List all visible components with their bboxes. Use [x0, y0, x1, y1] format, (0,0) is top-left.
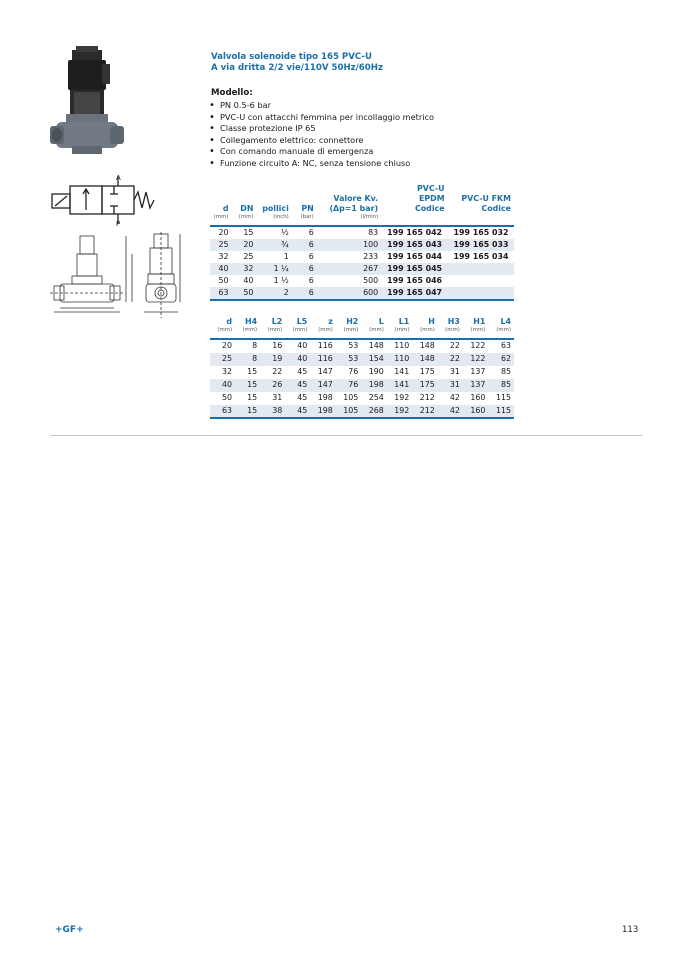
table-cell: 1 ¼ [273, 264, 289, 273]
table-cell: 83 [368, 228, 379, 237]
table-row [210, 339, 514, 353]
units-row [210, 327, 514, 339]
table-cell: 141 [394, 366, 410, 376]
table-cell: 6 [308, 240, 314, 249]
table-cell: 15 [247, 379, 258, 389]
table-cell: 212 [419, 392, 435, 402]
table-cell: 500 [363, 276, 379, 285]
table-cell: 53 [348, 341, 359, 350]
header-pn: PN [301, 204, 314, 213]
model-bullet-list [209, 100, 434, 170]
solenoid-valve-photo [48, 46, 128, 162]
table-cell: 148 [419, 353, 435, 363]
specs-table [210, 184, 514, 301]
table-cell: 105 [343, 392, 359, 402]
header-cell: L4 [500, 317, 511, 326]
header-cell: L1 [398, 317, 410, 326]
dimensions-table-body [210, 339, 514, 418]
table-cell: 8 [252, 353, 258, 363]
header-cell: H1 [473, 317, 486, 326]
table-cell: 20 [243, 240, 254, 249]
code-cell: 199 165 032 [453, 228, 509, 237]
unit-cell: (mm) [292, 327, 308, 333]
table-cell: 63 [218, 288, 229, 297]
table-cell: ¾ [281, 240, 289, 249]
table-cell: 254 [368, 392, 384, 402]
table-cell: 40 [297, 353, 308, 363]
table-row [210, 226, 514, 239]
table-cell: 85 [500, 379, 511, 389]
table-cell: 147 [317, 379, 333, 389]
header-epdm-code: PVC-U EPDM Codice [414, 184, 445, 213]
table-cell: 267 [363, 264, 379, 273]
table-cell: 45 [297, 405, 308, 415]
table-row [210, 392, 514, 405]
table-cell: 50 [222, 392, 233, 402]
table-row [210, 287, 514, 300]
table-cell: 25 [218, 240, 229, 249]
table-cell: 1 [283, 252, 289, 261]
table-cell: 141 [394, 379, 410, 389]
dimension-drawings [44, 232, 188, 320]
table-cell: 148 [368, 341, 384, 350]
header-cell: H2 [346, 317, 359, 326]
table-cell: 15 [247, 392, 258, 402]
table-cell: 32 [243, 264, 254, 273]
table-cell: 160 [470, 392, 486, 402]
table-cell: 175 [419, 366, 435, 376]
table-cell: 31 [449, 379, 460, 389]
table-cell: 40 [297, 341, 308, 350]
code-cell: 199 165 042 [387, 228, 443, 237]
unit-cell: (mm) [242, 327, 258, 333]
table-row [210, 251, 514, 263]
table-cell: 212 [419, 405, 435, 415]
table-cell: 160 [470, 405, 486, 415]
code-cell: 199 165 044 [387, 252, 443, 261]
unit-cell: (mm) [470, 327, 486, 333]
table-cell: ½ [281, 228, 289, 237]
model-heading: Modello: [211, 88, 253, 98]
table-cell: 175 [419, 379, 435, 389]
table-cell: 147 [317, 366, 333, 376]
bullet-item: • Collegamento elettrico: connettore [209, 135, 434, 147]
unit-cell: (mm) [445, 327, 460, 333]
unit-cell: (mm) [496, 327, 511, 333]
table-cell: 15 [247, 366, 258, 376]
bullet-item: • PVC-U con attacchi femmina per incollaggio metrico [209, 112, 434, 124]
table-cell: 19 [272, 353, 283, 363]
table-cell: 20 [218, 228, 229, 237]
table-cell: 63 [222, 405, 233, 415]
table-cell: 40 [218, 264, 229, 273]
title-line-1: Valvola solenoide tipo 165 PVC-U [211, 52, 372, 62]
table-cell: 53 [348, 353, 359, 363]
table-cell: 85 [500, 366, 511, 376]
table-cell: 192 [394, 405, 410, 415]
table-cell: 154 [368, 353, 384, 363]
table-cell: 45 [297, 392, 308, 402]
table-cell: 25 [222, 353, 233, 363]
unit-cell: (inch) [273, 214, 289, 220]
table-cell: 25 [243, 252, 254, 261]
table-cell: 15 [243, 228, 254, 237]
table-cell: 110 [394, 353, 410, 363]
header-cell: d [226, 317, 233, 326]
table-cell: 198 [368, 379, 384, 389]
table-row [210, 239, 514, 251]
table-row [210, 366, 514, 379]
table-cell: 116 [317, 353, 333, 363]
unit-cell: (mm) [238, 214, 254, 220]
header-row [210, 315, 514, 327]
header-kv: Valore Kv. (Δp=1 bar) [329, 194, 379, 213]
code-cell [448, 263, 514, 275]
table-cell: 148 [419, 341, 435, 350]
table-cell: 50 [243, 288, 254, 297]
dimensions-table [210, 315, 514, 419]
bullet-item: • PN 0.5-6 bar [209, 100, 434, 112]
code-cell: 199 165 033 [453, 240, 509, 249]
table-cell: 6 [308, 228, 314, 237]
table-cell: 100 [363, 240, 379, 249]
table-cell: 26 [272, 379, 283, 389]
header-pollici: pollici [262, 204, 289, 213]
table-cell: 115 [495, 405, 511, 415]
circuit-symbol-diagram [44, 172, 164, 228]
table-cell: 45 [297, 379, 308, 389]
header-cell: L [378, 317, 384, 326]
code-cell [448, 287, 514, 300]
table-cell: 600 [363, 288, 379, 297]
unit-cell [381, 214, 447, 226]
table-row [210, 405, 514, 419]
code-cell: 199 165 043 [387, 240, 443, 249]
table-cell: 192 [394, 392, 410, 402]
table-cell: 63 [500, 341, 511, 350]
header-fkm-code: PVC-U FKM Codice [461, 194, 511, 213]
table-cell: 38 [272, 405, 283, 415]
header-cell: z [328, 317, 333, 326]
unit-cell [448, 214, 514, 226]
header-cell: H [428, 317, 435, 326]
table-cell: 116 [317, 341, 333, 350]
table-cell: 233 [363, 252, 379, 261]
table-cell: 137 [470, 366, 486, 376]
table-cell: 122 [470, 341, 486, 350]
bullet-item: • Funzione circuito A: NC, senza tensione chiuso [209, 158, 434, 170]
unit-cell: (mm) [267, 327, 283, 333]
port-p-label: P [116, 220, 121, 228]
table-row [210, 263, 514, 275]
table-cell: 16 [272, 341, 283, 350]
code-cell [448, 275, 514, 287]
header-cell: L2 [271, 317, 283, 326]
bullet-item: • Con comando manuale di emergenza [209, 146, 434, 158]
header-cell: L5 [296, 317, 308, 326]
table-cell: 22 [272, 366, 283, 376]
table-row [210, 353, 514, 366]
table-cell: 115 [495, 392, 511, 402]
code-cell: 199 165 047 [387, 288, 443, 297]
unit-cell: (mm) [394, 327, 410, 333]
unit-cell: (mm) [369, 327, 384, 333]
page-number: 113 [622, 925, 639, 935]
table-cell: 31 [272, 392, 283, 402]
table-cell: 268 [368, 405, 384, 415]
table-cell: 22 [449, 341, 460, 350]
specs-table-body [210, 226, 514, 300]
table-cell: 42 [449, 392, 460, 402]
table-row [210, 379, 514, 392]
table-cell: 32 [222, 366, 233, 376]
table-row [210, 275, 514, 287]
header-cell: H3 [447, 317, 460, 326]
table-cell: 15 [247, 405, 258, 415]
table-cell: 6 [308, 276, 314, 285]
table-cell: 32 [218, 252, 229, 261]
table-cell: 42 [449, 405, 460, 415]
header-dn: DN [240, 204, 254, 213]
bullet-item: • Classe protezione IP 65 [209, 123, 434, 135]
table-cell: 6 [308, 264, 314, 273]
product-title [211, 52, 383, 74]
unit-cell: (l/min) [360, 214, 379, 220]
code-cell: 199 165 046 [387, 276, 443, 285]
units-row [210, 214, 514, 226]
table-cell: 8 [252, 341, 258, 350]
table-cell: 6 [308, 288, 314, 297]
table-cell: 45 [297, 366, 308, 376]
table-cell: 6 [308, 252, 314, 261]
table-cell: 105 [343, 405, 359, 415]
unit-cell: (mm) [213, 214, 229, 220]
title-line-2: A via dritta 2/2 vie/110V 50Hz/60Hz [211, 63, 383, 73]
table-cell: 122 [470, 353, 486, 363]
table-cell: 62 [500, 353, 511, 363]
header-cell: H4 [245, 317, 258, 326]
table-cell: 40 [243, 276, 254, 285]
table-cell: 50 [218, 276, 229, 285]
gf-logo: +GF+ [55, 925, 84, 935]
header-d: d [222, 204, 229, 213]
table-cell: 20 [222, 341, 233, 350]
unit-cell: (bar) [300, 214, 314, 220]
table-cell: 2 [283, 288, 289, 297]
table-cell: 198 [317, 392, 333, 402]
code-cell: 199 165 045 [387, 264, 443, 273]
table-cell: 76 [348, 366, 359, 376]
table-cell: 22 [449, 353, 460, 363]
header-row [210, 184, 514, 214]
table-cell: 110 [394, 341, 410, 350]
table-cell: 198 [317, 405, 333, 415]
table-cell: 190 [368, 366, 384, 376]
unit-cell: (mm) [318, 327, 333, 333]
code-cell: 199 165 034 [453, 252, 509, 261]
unit-cell: (mm) [217, 327, 233, 333]
port-a-label: A [116, 174, 121, 182]
table-cell: 31 [449, 366, 460, 376]
section-divider [50, 435, 642, 436]
unit-cell: (mm) [420, 327, 435, 333]
table-cell: 40 [222, 379, 233, 389]
table-cell: 137 [470, 379, 486, 389]
table-cell: 1 ½ [273, 276, 289, 285]
unit-cell: (mm) [343, 327, 359, 333]
table-cell: 76 [348, 379, 359, 389]
